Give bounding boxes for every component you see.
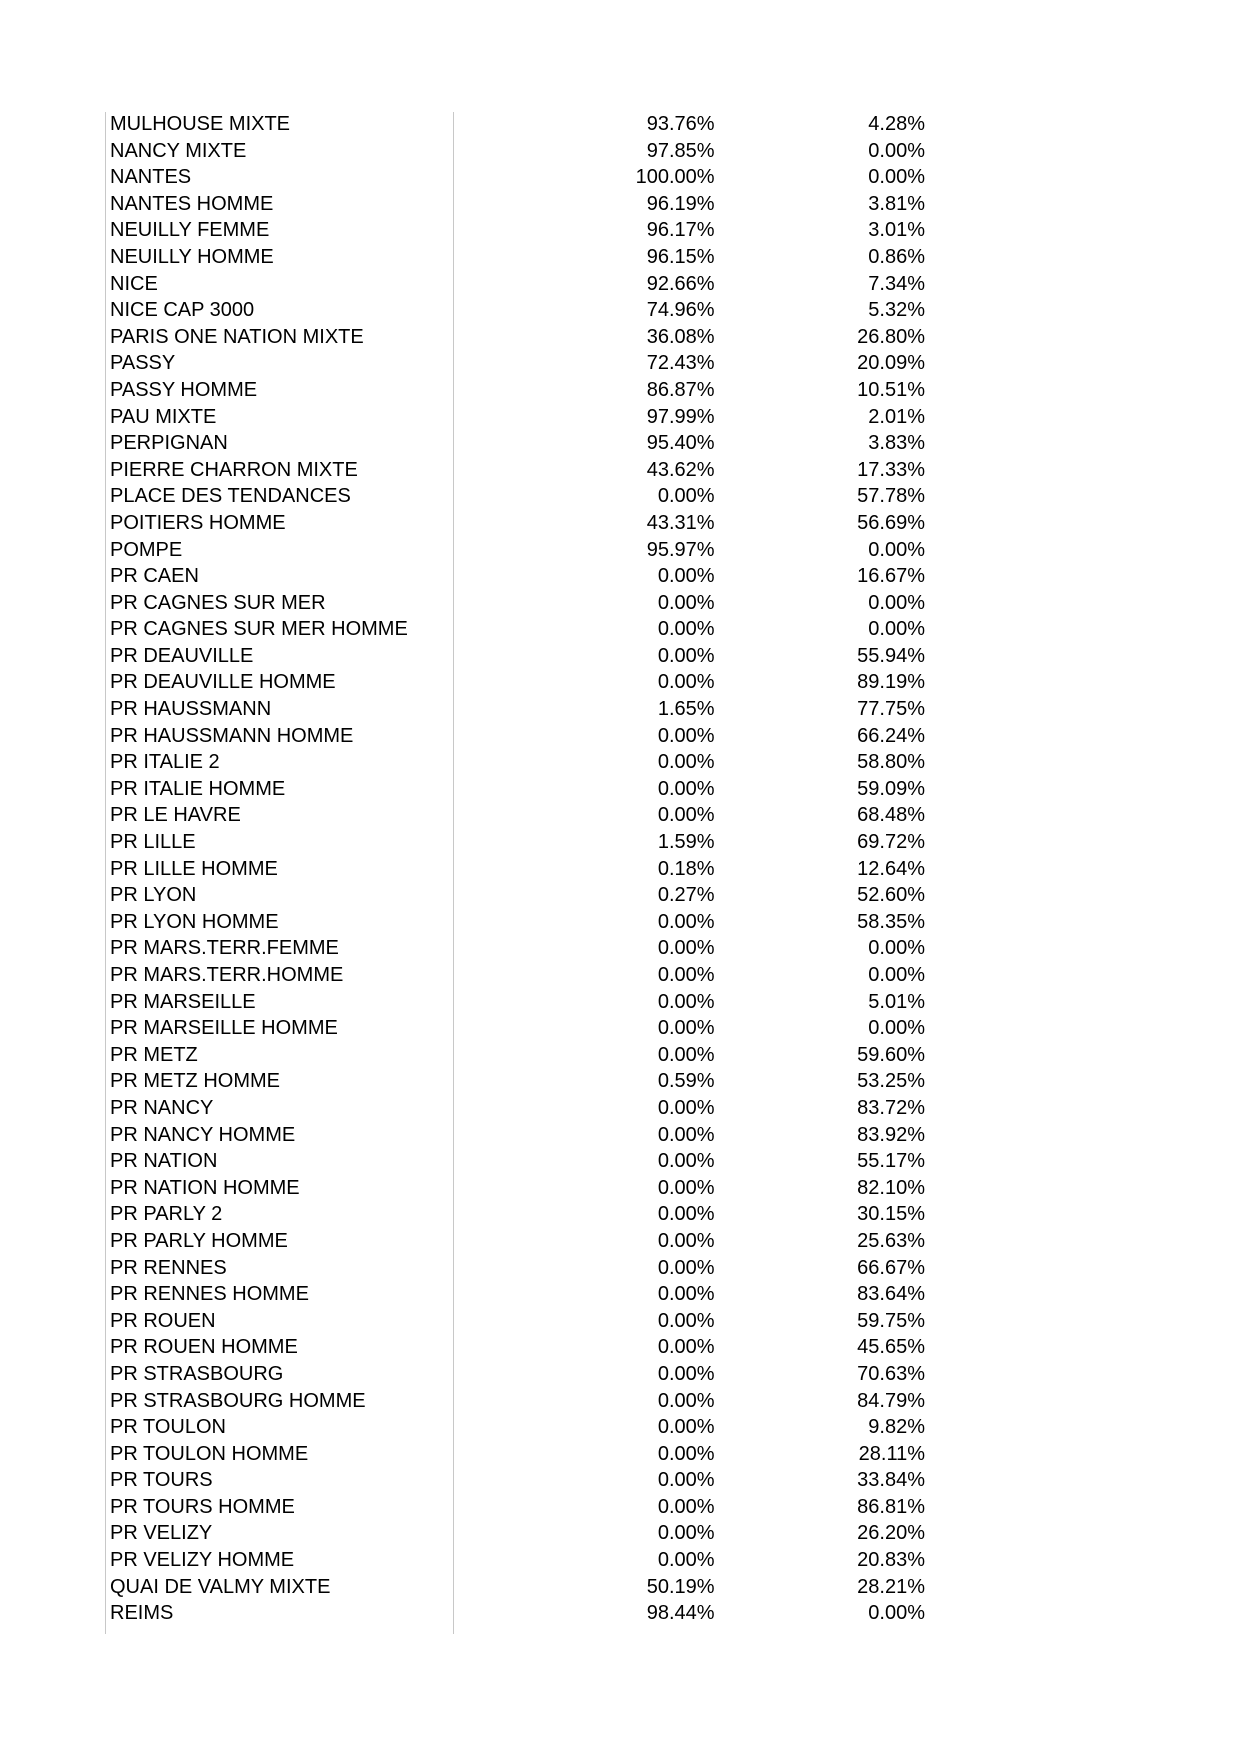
percentage-2-cell: 58.80% xyxy=(857,751,925,774)
percentage-1-cell: 0.00% xyxy=(657,964,715,986)
table-row xyxy=(105,1095,925,1122)
store-name-cell: PR VELIZY xyxy=(110,1522,213,1545)
percentage-1-cell: 36.08% xyxy=(646,325,715,348)
table-row xyxy=(105,1547,925,1574)
store-name-cell: PR RENNES xyxy=(110,1256,227,1279)
store-name-cell: PR ITALIE HOMME xyxy=(110,777,286,800)
store-name-cell: PR METZ xyxy=(110,1043,198,1066)
table-row xyxy=(105,430,925,457)
store-name-cell: PR NATION xyxy=(110,1150,218,1173)
percentage-1-cell: 95.97% xyxy=(646,538,715,561)
percentage-1-cell: 0.00% xyxy=(657,1549,715,1572)
percentage-1-cell: 100.00% xyxy=(635,166,715,189)
table-row xyxy=(105,829,925,856)
table-row xyxy=(105,1175,925,1202)
table-row xyxy=(105,1574,925,1601)
table-row xyxy=(105,1042,925,1069)
percentage-1-cell: 43.62% xyxy=(646,458,715,481)
store-name-cell: PR MARSEILLE xyxy=(110,990,256,1013)
percentage-2-cell: 86.81% xyxy=(857,1495,925,1518)
store-name-cell: PR STRASBOURG HOMME xyxy=(110,1389,366,1412)
store-name-cell: PR NATION HOMME xyxy=(110,1176,300,1199)
percentage-1-cell: 74.96% xyxy=(646,299,715,322)
store-name-cell: PR METZ HOMME xyxy=(110,1070,280,1093)
table-row xyxy=(105,1308,925,1335)
percentage-2-cell: 56.69% xyxy=(857,511,925,534)
store-name-cell: PR NANCY xyxy=(110,1096,214,1119)
percentage-1-cell: 0.00% xyxy=(657,1362,715,1385)
table-row xyxy=(105,1494,925,1521)
store-name-cell: PR DEAUVILLE xyxy=(110,644,254,667)
table-row xyxy=(105,164,925,191)
table-row xyxy=(105,1068,925,1095)
percentage-1-cell: 0.00% xyxy=(657,1442,715,1465)
table-row xyxy=(105,510,925,537)
table-row xyxy=(105,1201,925,1228)
percentage-2-cell: 20.83% xyxy=(857,1549,925,1572)
store-name-cell: REIMS xyxy=(110,1602,174,1625)
table-row xyxy=(105,217,925,244)
store-name-cell: PERPIGNAN xyxy=(110,432,228,455)
percentage-1-cell: 0.00% xyxy=(657,1416,715,1439)
percentage-1-cell: 0.00% xyxy=(657,1043,715,1066)
percentage-1-cell: 0.00% xyxy=(657,937,715,960)
percentage-2-cell: 89.19% xyxy=(857,671,925,694)
percentage-2-cell: 82.10% xyxy=(857,1176,925,1199)
store-name-cell: PASSY xyxy=(110,352,176,375)
store-name-cell: PAU MIXTE xyxy=(110,405,217,428)
table-row xyxy=(105,696,925,723)
store-name-cell: PR LILLE HOMME xyxy=(110,857,278,880)
store-name-cell: PR TOURS xyxy=(110,1469,213,1492)
table-row xyxy=(105,590,925,617)
percentage-2-cell: 2.01% xyxy=(868,405,925,428)
percentage-2-cell: 83.64% xyxy=(857,1283,925,1306)
percentage-1-cell: 97.85% xyxy=(646,139,715,162)
table-row xyxy=(105,909,925,936)
store-name-cell: PR LYON HOMME xyxy=(110,910,279,933)
percentage-1-cell: 96.17% xyxy=(646,219,715,242)
percentage-2-cell: 0.00% xyxy=(868,591,925,614)
percentage-1-cell: 0.00% xyxy=(657,591,715,614)
table-row xyxy=(105,111,925,138)
percentage-2-cell: 70.63% xyxy=(857,1362,925,1385)
percentage-2-cell: 69.72% xyxy=(857,831,925,854)
percentage-2-cell: 4.28% xyxy=(868,113,925,135)
percentage-2-cell: 12.64% xyxy=(857,857,925,880)
table-row xyxy=(105,1361,925,1388)
store-name-cell: PR MARSEILLE HOMME xyxy=(110,1017,338,1040)
table-row xyxy=(105,537,925,564)
percentage-1-cell: 0.00% xyxy=(657,910,715,933)
table-row xyxy=(105,1388,925,1415)
percentage-1-cell: 0.00% xyxy=(657,1176,715,1199)
store-name-cell: PR TOULON xyxy=(110,1416,226,1439)
store-percentage-table xyxy=(105,111,925,1627)
table-row xyxy=(105,856,925,883)
percentage-2-cell: 9.82% xyxy=(868,1416,925,1439)
percentage-1-cell: 97.99% xyxy=(646,405,715,428)
store-name-cell: PR ROUEN HOMME xyxy=(110,1336,298,1359)
store-name-cell: PIERRE CHARRON MIXTE xyxy=(110,458,358,481)
store-name-cell: NEUILLY HOMME xyxy=(110,245,274,268)
percentage-2-cell: 0.00% xyxy=(868,937,925,960)
store-name-cell: PR DEAUVILLE HOMME xyxy=(110,671,336,694)
percentage-2-cell: 16.67% xyxy=(857,565,925,588)
table-row xyxy=(105,1441,925,1468)
percentage-2-cell: 55.94% xyxy=(857,644,925,667)
percentage-2-cell: 83.72% xyxy=(857,1096,925,1119)
percentage-2-cell: 66.67% xyxy=(857,1256,925,1279)
percentage-1-cell: 86.87% xyxy=(646,378,715,401)
percentage-2-cell: 0.00% xyxy=(868,166,925,189)
store-name-cell: PR CAGNES SUR MER xyxy=(110,591,326,614)
table-row xyxy=(105,350,925,377)
table-row xyxy=(105,1414,925,1441)
percentage-1-cell: 0.00% xyxy=(657,1096,715,1119)
percentage-1-cell: 0.00% xyxy=(657,565,715,588)
percentage-1-cell: 0.59% xyxy=(657,1070,715,1093)
table-row xyxy=(105,191,925,218)
table-row xyxy=(105,1600,925,1627)
percentage-1-cell: 1.65% xyxy=(657,698,715,721)
percentage-1-cell: 72.43% xyxy=(646,352,715,375)
table-row xyxy=(105,989,925,1016)
percentage-1-cell: 98.44% xyxy=(646,1602,715,1625)
percentage-1-cell: 0.00% xyxy=(657,1522,715,1545)
table-row xyxy=(105,935,925,962)
percentage-1-cell: 0.00% xyxy=(657,485,715,508)
percentage-1-cell: 0.00% xyxy=(657,1256,715,1279)
percentage-2-cell: 77.75% xyxy=(857,698,925,721)
percentage-2-cell: 10.51% xyxy=(857,378,925,401)
percentage-1-cell: 0.00% xyxy=(657,1203,715,1226)
percentage-2-cell: 52.60% xyxy=(857,884,925,907)
store-name-cell: PR HAUSSMANN xyxy=(110,698,272,721)
percentage-2-cell: 59.60% xyxy=(857,1043,925,1066)
percentage-2-cell: 0.00% xyxy=(868,1602,925,1625)
percentage-1-cell: 0.00% xyxy=(657,618,715,641)
table-row xyxy=(105,404,925,431)
percentage-1-cell: 0.00% xyxy=(657,1336,715,1359)
percentage-2-cell: 20.09% xyxy=(857,352,925,375)
table-row xyxy=(105,882,925,909)
percentage-2-cell: 28.21% xyxy=(857,1575,925,1598)
percentage-2-cell: 28.11% xyxy=(858,1442,925,1465)
percentage-2-cell: 0.00% xyxy=(868,618,925,641)
percentage-2-cell: 25.63% xyxy=(857,1229,925,1252)
table-row xyxy=(105,962,925,989)
table-row xyxy=(105,457,925,484)
store-name-cell: PLACE DES TENDANCES xyxy=(110,485,351,508)
table-row xyxy=(105,563,925,590)
percentage-2-cell: 26.80% xyxy=(857,325,925,348)
store-name-cell: PR LYON xyxy=(110,884,197,907)
percentage-1-cell: 0.00% xyxy=(657,644,715,667)
percentage-1-cell: 0.00% xyxy=(657,1229,715,1252)
percentage-1-cell: 43.31% xyxy=(646,511,715,534)
table-row xyxy=(105,271,925,298)
percentage-2-cell: 30.15% xyxy=(857,1203,925,1226)
table-row xyxy=(105,297,925,324)
percentage-1-cell: 92.66% xyxy=(646,272,715,295)
table-row xyxy=(105,1255,925,1282)
percentage-1-cell: 1.59% xyxy=(657,831,715,854)
store-name-cell: NEUILLY FEMME xyxy=(110,219,270,242)
percentage-2-cell: 0.00% xyxy=(868,538,925,561)
percentage-2-cell: 66.24% xyxy=(857,724,925,747)
percentage-1-cell: 96.15% xyxy=(646,245,715,268)
store-name-cell: PARIS ONE NATION MIXTE xyxy=(110,325,364,348)
percentage-2-cell: 53.25% xyxy=(857,1070,925,1093)
store-name-cell: PR VELIZY HOMME xyxy=(110,1549,295,1572)
store-name-cell: POITIERS HOMME xyxy=(110,511,286,534)
percentage-1-cell: 0.00% xyxy=(657,1495,715,1518)
store-name-cell: PR TOURS HOMME xyxy=(110,1495,295,1518)
percentage-1-cell: 93.76% xyxy=(646,113,715,135)
table-row xyxy=(105,643,925,670)
store-name-cell: PR TOULON HOMME xyxy=(110,1442,309,1465)
store-name-cell: PR HAUSSMANN HOMME xyxy=(110,724,354,747)
percentage-2-cell: 3.01% xyxy=(868,219,925,242)
percentage-2-cell: 68.48% xyxy=(857,804,925,827)
percentage-2-cell: 0.86% xyxy=(868,245,925,268)
percentage-1-cell: 96.19% xyxy=(646,192,715,215)
percentage-1-cell: 0.00% xyxy=(657,990,715,1013)
table-row xyxy=(105,244,925,271)
store-name-cell: PR NANCY HOMME xyxy=(110,1123,296,1146)
store-name-cell: PR RENNES HOMME xyxy=(110,1283,309,1306)
percentage-2-cell: 3.81% xyxy=(868,192,925,215)
percentage-2-cell: 3.83% xyxy=(868,432,925,455)
store-name-cell: NANCY MIXTE xyxy=(110,139,247,162)
table-row xyxy=(105,377,925,404)
store-name-cell: QUAI DE VALMY MIXTE xyxy=(110,1575,331,1598)
percentage-2-cell: 0.00% xyxy=(868,964,925,986)
percentage-2-cell: 59.75% xyxy=(857,1309,925,1332)
percentage-2-cell: 59.09% xyxy=(857,777,925,800)
table-row xyxy=(105,749,925,776)
store-name-cell: PR PARLY HOMME xyxy=(110,1229,288,1252)
percentage-2-cell: 84.79% xyxy=(857,1389,925,1412)
percentage-2-cell: 45.65% xyxy=(857,1336,925,1359)
percentage-1-cell: 0.00% xyxy=(657,1469,715,1492)
table-row xyxy=(105,483,925,510)
table-row xyxy=(105,616,925,643)
percentage-1-cell: 95.40% xyxy=(646,432,715,455)
table-row xyxy=(105,1148,925,1175)
percentage-1-cell: 0.00% xyxy=(657,1123,715,1146)
table-row xyxy=(105,669,925,696)
store-name-cell: PASSY HOMME xyxy=(110,378,258,401)
percentage-1-cell: 0.00% xyxy=(657,1309,715,1332)
percentage-2-cell: 0.00% xyxy=(868,1017,925,1040)
store-name-cell: PR ROUEN xyxy=(110,1309,216,1332)
percentage-1-cell: 0.00% xyxy=(657,804,715,827)
table-row xyxy=(105,1228,925,1255)
store-name-cell: PR PARLY 2 xyxy=(110,1203,223,1226)
table-row xyxy=(105,1467,925,1494)
percentage-1-cell: 0.00% xyxy=(657,1389,715,1412)
percentage-2-cell: 55.17% xyxy=(857,1150,925,1173)
percentage-1-cell: 0.18% xyxy=(657,857,715,880)
store-name-cell: NICE xyxy=(110,272,158,295)
percentage-2-cell: 57.78% xyxy=(857,485,925,508)
table-row xyxy=(105,802,925,829)
store-name-cell: PR ITALIE 2 xyxy=(110,751,220,774)
store-name-cell: PR LILLE xyxy=(110,831,196,854)
store-name-cell: NICE CAP 3000 xyxy=(110,299,255,322)
percentage-2-cell: 7.34% xyxy=(868,272,925,295)
percentage-2-cell: 26.20% xyxy=(857,1522,925,1545)
store-name-cell: NANTES HOMME xyxy=(110,192,274,215)
percentage-2-cell: 58.35% xyxy=(857,910,925,933)
percentage-1-cell: 50.19% xyxy=(646,1575,715,1598)
table-row xyxy=(105,324,925,351)
percentage-1-cell: 0.00% xyxy=(657,1283,715,1306)
percentage-1-cell: 0.00% xyxy=(657,1150,715,1173)
percentage-2-cell: 33.84% xyxy=(857,1469,925,1492)
percentage-2-cell: 5.01% xyxy=(868,990,925,1013)
table-row xyxy=(105,776,925,803)
store-name-cell: PR CAGNES SUR MER HOMME xyxy=(110,618,408,641)
percentage-1-cell: 0.00% xyxy=(657,1017,715,1040)
store-name-cell: PR MARS.TERR.HOMME xyxy=(110,964,344,986)
table-row xyxy=(105,1015,925,1042)
percentage-2-cell: 17.33% xyxy=(857,458,925,481)
store-name-cell: PR STRASBOURG xyxy=(110,1362,284,1385)
store-name-cell: POMPE xyxy=(110,538,183,561)
percentage-1-cell: 0.00% xyxy=(657,777,715,800)
percentage-1-cell: 0.27% xyxy=(657,884,715,907)
percentage-2-cell: 0.00% xyxy=(868,139,925,162)
store-name-cell: PR CAEN xyxy=(110,565,199,588)
percentage-2-cell: 5.32% xyxy=(868,299,925,322)
store-name-cell: PR LE HAVRE xyxy=(110,804,241,827)
store-name-cell: PR MARS.TERR.FEMME xyxy=(110,937,339,960)
percentage-2-cell: 83.92% xyxy=(857,1123,925,1146)
store-name-cell: MULHOUSE MIXTE xyxy=(110,113,291,135)
percentage-1-cell: 0.00% xyxy=(657,751,715,774)
table-row xyxy=(105,1281,925,1308)
table-row xyxy=(105,1122,925,1149)
table-row xyxy=(105,1334,925,1361)
percentage-1-cell: 0.00% xyxy=(657,671,715,694)
percentage-1-cell: 0.00% xyxy=(657,724,715,747)
store-name-cell: NANTES xyxy=(110,166,192,189)
table-row xyxy=(105,1520,925,1547)
table-row xyxy=(105,723,925,750)
table-row xyxy=(105,138,925,165)
